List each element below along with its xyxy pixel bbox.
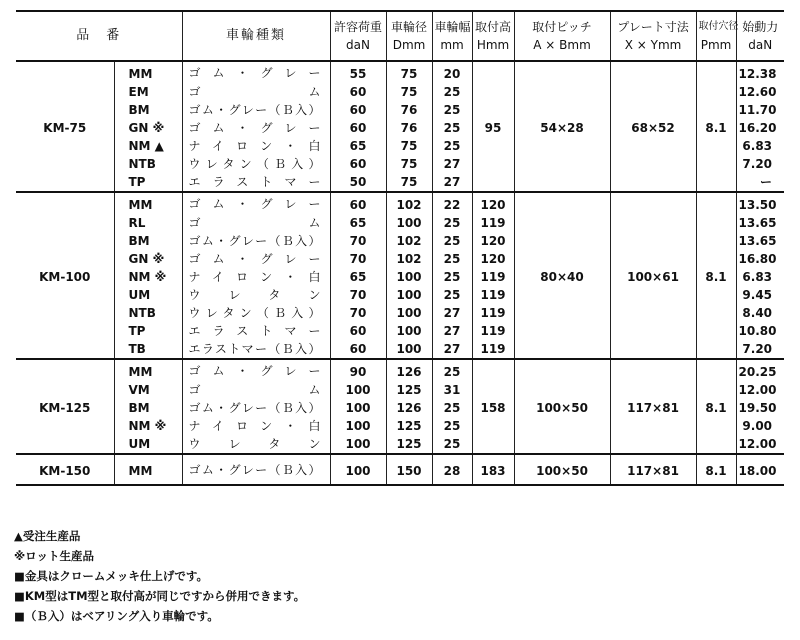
header-wheel-type-label: 車輪種類 [226, 28, 287, 43]
height-value: 119 [472, 322, 514, 340]
width-value: 27 [432, 304, 472, 322]
diameter-value: 75 [386, 83, 432, 101]
height-value: 120 [472, 192, 514, 214]
height-value: 119 [472, 268, 514, 286]
header-load [330, 11, 386, 61]
header-wheel-type [182, 11, 330, 61]
load-value: 60 [330, 119, 386, 137]
diameter-value: 76 [386, 119, 432, 137]
hole-value: 8.1 [696, 359, 736, 454]
wheel-type: ゴム・グレー（Ｂ入） [182, 454, 330, 485]
start-force-value: 16.20 [738, 121, 777, 135]
diameter-value: 126 [386, 359, 432, 381]
model-number: KM-100 [16, 192, 114, 359]
start-force-value: 16.80 [738, 252, 777, 266]
width-value: 25 [432, 435, 472, 454]
wheel-type: エラストマー（Ｂ入） [182, 340, 330, 359]
hole-value: 8.1 [696, 61, 736, 192]
wheel-code: GN ※ [114, 119, 182, 137]
width-value: 25 [432, 417, 472, 435]
table-row [16, 61, 784, 83]
load-value: 60 [330, 340, 386, 359]
wheel-type: ナイロン・白 [182, 417, 330, 435]
load-value: 65 [330, 268, 386, 286]
wheel-code: RL [114, 214, 182, 232]
header-hole [696, 11, 739, 61]
load-value: 100 [330, 435, 386, 454]
pitch-value: 100×50 [514, 359, 610, 454]
start-force-value: 20.25 [738, 365, 777, 379]
header-start-force-label: 始動力 [742, 20, 779, 34]
width-value: 25 [432, 214, 472, 232]
wheel-type: ナイロン・白 [182, 137, 330, 155]
start-force-value: 12.00 [738, 437, 777, 451]
width-value: 22 [432, 192, 472, 214]
wheel-code: UM [114, 286, 182, 304]
pitch-value: 80×40 [514, 192, 610, 359]
pitch-value: 54×28 [514, 61, 610, 192]
wheel-code: NM ※ [114, 417, 182, 435]
model-group [16, 359, 784, 454]
width-value: 27 [432, 340, 472, 359]
wheel-type: ゴム [182, 83, 330, 101]
height-value: 119 [472, 214, 514, 232]
start-force-value: 9.00 [742, 419, 773, 433]
wheel-type: ゴム・グレー [182, 192, 330, 214]
header-pitch-unit: A × Bmm [533, 38, 591, 52]
wheel-code: MM [114, 61, 182, 83]
load-value: 90 [330, 359, 386, 381]
load-value: 70 [330, 232, 386, 250]
diameter-value: 76 [386, 101, 432, 119]
wheel-type: ゴム [182, 381, 330, 399]
diameter-value: 100 [386, 286, 432, 304]
wheel-code: BM [114, 232, 182, 250]
header-row [16, 11, 784, 61]
header-pitch-label: 取付ピッチ [532, 20, 592, 34]
note-lot-production: ※ロット生産品 [14, 549, 94, 563]
diameter-value: 100 [386, 214, 432, 232]
note-chrome-finish: ■金具はクロームメッキ仕上げです。 [14, 569, 208, 583]
width-value: 25 [432, 119, 472, 137]
start-force-value: 6.83 [742, 270, 773, 284]
header-height-unit: Hmm [476, 38, 510, 52]
height-value: 120 [472, 232, 514, 250]
diameter-value: 100 [386, 322, 432, 340]
note-made-to-order: ▲受注生産品 [14, 529, 81, 543]
load-value: 65 [330, 214, 386, 232]
start-force-value: 12.38 [738, 67, 777, 81]
wheel-type: ゴム・グレー（Ｂ入） [182, 101, 330, 119]
wheel-type: ウレタン [182, 435, 330, 454]
wheel-type: エラストマー [182, 173, 330, 192]
width-value: 31 [432, 381, 472, 399]
wheel-type: ゴム・グレー [182, 359, 330, 381]
diameter-value: 150 [386, 454, 432, 485]
wheel-code: BM [114, 399, 182, 417]
header-plate [610, 11, 696, 61]
wheel-type: ゴム・グレー（Ｂ入） [182, 399, 330, 417]
start-force-value: 12.00 [738, 383, 777, 397]
header-diameter-label: 車輪径 [391, 20, 428, 34]
load-value: 70 [330, 250, 386, 268]
wheel-code: NM ▲ [114, 137, 182, 155]
load-value: 60 [330, 83, 386, 101]
wheel-code: MM [114, 454, 182, 485]
width-value: 25 [432, 250, 472, 268]
diameter-value: 75 [386, 61, 432, 83]
diameter-value: 75 [386, 155, 432, 173]
wheel-code: TP [114, 322, 182, 340]
diameter-value: 126 [386, 399, 432, 417]
header-width-unit: mm [440, 38, 464, 52]
diameter-value: 125 [386, 435, 432, 454]
width-value: 25 [432, 137, 472, 155]
header-start-force [736, 11, 784, 61]
start-force-value: 18.00 [738, 464, 777, 478]
plate-value: 68×52 [610, 61, 696, 192]
start-force-value: 19.50 [738, 401, 777, 415]
footnotes [14, 526, 305, 626]
width-value: 27 [432, 173, 472, 192]
diameter-value: 75 [386, 137, 432, 155]
start-force-value: ー [760, 175, 773, 189]
wheel-type: ゴム [182, 214, 330, 232]
start-force-value: 8.40 [742, 306, 773, 320]
width-value: 25 [432, 232, 472, 250]
plate-value: 100×61 [610, 192, 696, 359]
start-force-value: 9.45 [742, 288, 773, 302]
model-number: KM-150 [16, 454, 114, 485]
width-value: 28 [432, 454, 472, 485]
header-load-unit: daN [346, 38, 370, 52]
note-bearing: ■（Ｂ入）はベアリング入り車輪です。 [14, 609, 219, 623]
caster-spec-table [16, 10, 784, 486]
header-height-label: 取付高 [475, 20, 512, 34]
hole-value: 8.1 [696, 454, 736, 485]
header-model [16, 11, 182, 61]
start-force-value: 6.83 [742, 139, 773, 153]
load-value: 60 [330, 101, 386, 119]
table-row [16, 454, 784, 485]
note-km-tm-compat: ■KM型はTM型と取付高が同じですから併用できます。 [14, 589, 306, 603]
start-force-value: 11.70 [738, 103, 777, 117]
load-value: 100 [330, 454, 386, 485]
wheel-type: エラストマー [182, 322, 330, 340]
header-load-label: 許容荷重 [334, 20, 383, 34]
header-plate-unit: X × Ymm [624, 38, 682, 52]
wheel-type: ウレタン（Ｂ入） [182, 304, 330, 322]
height-value: 183 [472, 454, 514, 485]
width-value: 20 [432, 61, 472, 83]
wheel-code: TB [114, 340, 182, 359]
diameter-value: 125 [386, 381, 432, 399]
plate-value: 117×81 [610, 454, 696, 485]
wheel-code: GN ※ [114, 250, 182, 268]
load-value: 50 [330, 173, 386, 192]
height-value: 119 [472, 340, 514, 359]
header-hole-label: 取付穴径 [698, 21, 739, 32]
start-force-value: 7.20 [742, 342, 773, 356]
height-value: 119 [472, 286, 514, 304]
height-value: 95 [472, 61, 514, 192]
pitch-value: 100×50 [514, 454, 610, 485]
table-row [16, 359, 784, 381]
load-value: 60 [330, 155, 386, 173]
header-diameter-unit: Dmm [392, 38, 426, 52]
start-force-value: 12.60 [738, 85, 777, 99]
table-row [16, 192, 784, 214]
diameter-value: 102 [386, 232, 432, 250]
wheel-type: ゴム・グレー [182, 119, 330, 137]
load-value: 55 [330, 61, 386, 83]
load-value: 60 [330, 192, 386, 214]
header-start-force-unit: daN [748, 38, 773, 52]
wheel-code: MM [114, 359, 182, 381]
header-width [432, 11, 472, 61]
width-value: 27 [432, 322, 472, 340]
load-value: 100 [330, 417, 386, 435]
load-value: 60 [330, 322, 386, 340]
wheel-type: ウレタン（Ｂ入） [182, 155, 330, 173]
width-value: 25 [432, 268, 472, 286]
wheel-code: UM [114, 435, 182, 454]
diameter-value: 100 [386, 340, 432, 359]
header-pitch [514, 11, 610, 61]
diameter-value: 102 [386, 192, 432, 214]
hole-value: 8.1 [696, 192, 736, 359]
wheel-type: ゴム・グレー [182, 61, 330, 83]
wheel-type: ウレタン [182, 286, 330, 304]
wheel-type: ゴム・グレー [182, 250, 330, 268]
header-width-label: 車輪幅 [434, 20, 471, 34]
wheel-code: TP [114, 173, 182, 192]
load-value: 70 [330, 304, 386, 322]
width-value: 25 [432, 399, 472, 417]
wheel-code: MM [114, 192, 182, 214]
width-value: 27 [432, 155, 472, 173]
load-value: 70 [330, 286, 386, 304]
width-value: 25 [432, 359, 472, 381]
load-value: 100 [330, 399, 386, 417]
diameter-value: 100 [386, 268, 432, 286]
start-force-value: 10.80 [738, 324, 777, 338]
header-height [472, 11, 514, 61]
header-diameter [386, 11, 432, 61]
width-value: 25 [432, 286, 472, 304]
start-force-value: 13.65 [738, 216, 777, 230]
model-group [16, 192, 784, 359]
wheel-code: NTB [114, 304, 182, 322]
load-value: 100 [330, 381, 386, 399]
width-value: 25 [432, 83, 472, 101]
model-group [16, 61, 784, 192]
start-force-value: 7.20 [742, 157, 773, 171]
start-force-value: 13.65 [738, 234, 777, 248]
diameter-value: 100 [386, 304, 432, 322]
diameter-value: 125 [386, 417, 432, 435]
model-number: KM-75 [16, 61, 114, 192]
wheel-type: ナイロン・白 [182, 268, 330, 286]
height-value: 119 [472, 304, 514, 322]
load-value: 65 [330, 137, 386, 155]
header-hole-unit: Pmm [700, 38, 732, 52]
diameter-value: 75 [386, 173, 432, 192]
plate-value: 117×81 [610, 359, 696, 454]
wheel-code: BM [114, 101, 182, 119]
wheel-code: EM [114, 83, 182, 101]
wheel-code: VM [114, 381, 182, 399]
header-model-label: 品 番 [76, 28, 122, 43]
wheel-type: ゴム・グレー（Ｂ入） [182, 232, 330, 250]
wheel-code: NM ※ [114, 268, 182, 286]
wheel-code: NTB [114, 155, 182, 173]
diameter-value: 102 [386, 250, 432, 268]
model-number: KM-125 [16, 359, 114, 454]
height-value: 158 [472, 359, 514, 454]
height-value: 120 [472, 250, 514, 268]
header-plate-label: プレート寸法 [617, 20, 689, 34]
start-force-value: 13.50 [738, 198, 777, 212]
model-group [16, 454, 784, 485]
width-value: 25 [432, 101, 472, 119]
